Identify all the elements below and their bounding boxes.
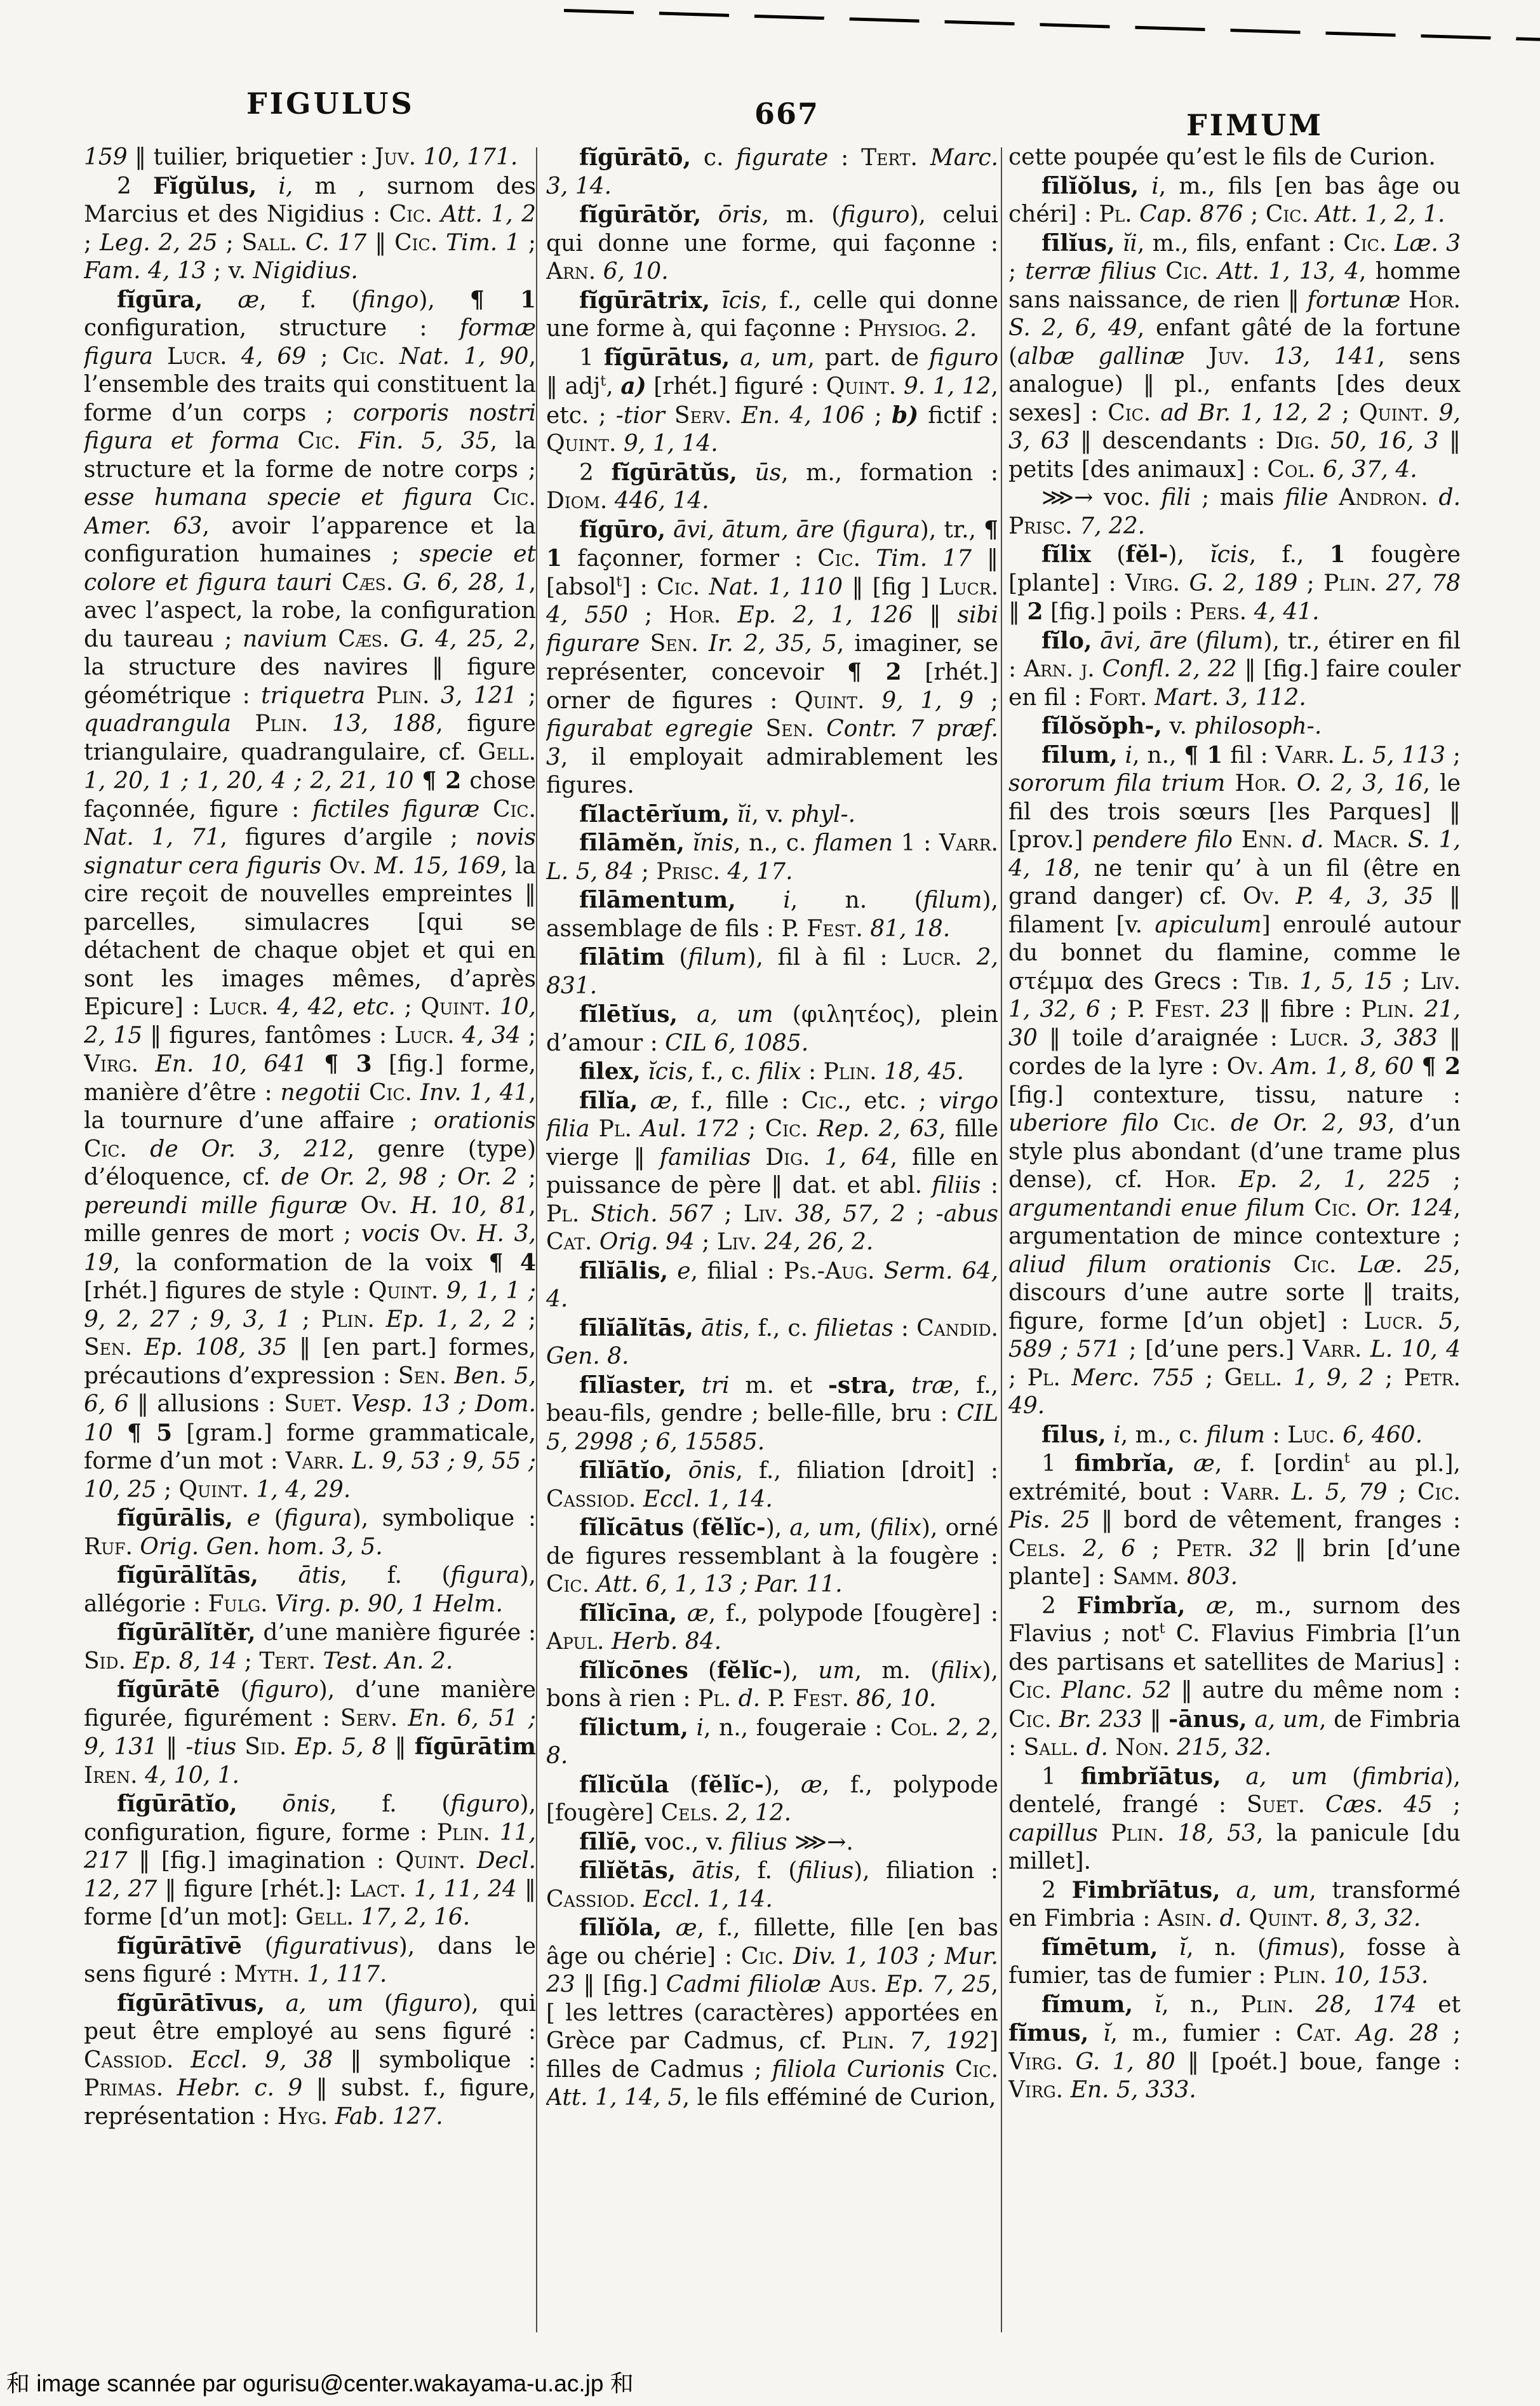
- entry-paragraph: fĭlĭcīna, æ, f., polypode [fougère] : Apul. Herb. 84.: [546, 1599, 998, 1655]
- entry-paragraph: fīlĭus, ĭi, m., fils, enfant : Cic. Læ. 3 ; terræ filius Cic. Att. 1, 13, 4, homme sans naissance, de rien ‖ fortunæ Hor. S. 2, 6, 49, enfant gâté de la fortune (albæ gallinæ Juv. 13, 141, sens analogue) ‖ pl., enfants [des deux sexes] : Cic. ad Br. 1, 12, 2 ; Quint. 9, 3, 63 ‖ descendants : Dig. 50, 16, 3 ‖ petits [des animaux] : Col. 6, 37, 4.: [1008, 229, 1461, 483]
- entry-paragraph: fĭlĭcōnes (fĕlĭc-), um, m. (filix), bons à rien : Pl. d. P. Fest. 86, 10.: [546, 1657, 998, 1712]
- dictionary-column-2: [546, 144, 998, 2336]
- entry-paragraph: fīlĭĕtās, ātis, f. (filius), filiation : Cassiod. Eccl. 1, 14.: [546, 1857, 998, 1912]
- entry-paragraph: fĭlictum, i, n., fougeraie : Col. 2, 2, 8.: [546, 1714, 998, 1769]
- entry-paragraph: fĭgūra, æ, f. (fingo), ¶ 1 configuration, structure : formæ figura Lucr. 4, 69 ; Cic. Nat. 1, 90, l’ensemble des traits qui constituent la forme d’un corps ; corporis nostri figura et forma Cic. Fin. 5, 35, la structure et la forme de notre corps ; esse humana specie et figura Cic. Amer. 63, avoir l’apparence et la configuration humaines ; specie et colore et figura tauri Cæs. G. 6, 28, 1, avec l’aspect, la robe, la configuration du taureau ; navium Cæs. G. 4, 25, 2, la structure des navires ‖ figure géométrique : triquetra Plin. 3, 121 ; quadrangula Plin. 13, 188, figure triangulaire, quadrangulaire, cf. Gell. 1, 20, 1 ; 1, 20, 4 ; 2, 21, 10 ¶ 2 chose façonnée, figure : fictiles figuræ Cic. Nat. 1, 71, figures d’argile ; novis signatur cera figuris Ov. M. 15, 169, la cire reçoit de nouvelles empreintes ‖ parcelles, simulacres [qui se détachent de chaque objet et qui en sont les images mêmes, d’après Epicure] : Lucr. 4, 42, etc. ; Quint. 10, 2, 15 ‖ figures, fantômes : Lucr. 4, 34 ; Virg. En. 10, 641 ¶ 3 [fig.] forme, manière d’être : negotii Cic. Inv. 1, 41, la tournure d’une affaire ; orationis Cic. de Or. 3, 212, genre (type) d’éloquence, cf. de Or. 2, 98 ; Or. 2 ; pereundi mille figuræ Ov. H. 10, 81, mille genres de mort ; vocis Ov. H. 3, 19, la conformation de la voix ¶ 4 [rhét.] figures de style : Quint. 9, 1, 1 ; 9, 2, 27 ; 9, 3, 1 ; Plin. Ep. 1, 2, 2 ; Sen. Ep. 108, 35 ‖ [en part.] formes, précautions d’expression : Sen. Ben. 5, 6, 6 ‖ allusions : Suet. Vesp. 13 ; Dom. 10 ¶ 5 [gram.] forme grammaticale, forme d’un mot : Varr. L. 9, 53 ; 9, 55 ; 10, 25 ; Quint. 1, 4, 29.: [84, 286, 536, 1503]
- entry-paragraph: fīlāmentum, i, n. (filum), assemblage de fils : P. Fest. 81, 18.: [546, 887, 998, 942]
- scan-credit-line: 和 image scannée par ogurisu@center.wakayama-u.ac.jp 和: [6, 2370, 634, 2396]
- entry-paragraph: fĭgūrātē (figuro), d’une manière figurée, figurément : Serv. En. 6, 51 ; 9, 131 ‖ -tius Sid. Ep. 5, 8 ‖ fĭgūrātim Iren. 4, 10, 1.: [84, 1676, 536, 1789]
- entry-paragraph: fīlātim (filum), fil à fil : Lucr. 2, 831.: [546, 944, 998, 999]
- entry-paragraph: fīlĭālĭtās, ātis, f., c. filietas : Candid. Gen. 8.: [546, 1314, 998, 1369]
- entry-paragraph: 159 ‖ tuilier, briquetier : Juv. 10, 171.: [84, 144, 518, 170]
- entry-paragraph: fĭlĭcātus (fĕlĭc-), a, um, (filix), orné de figures ressemblant à la fougère : Cic. Att. 6, 1, 13 ; Par. 11.: [546, 1514, 998, 1597]
- entry-paragraph: fĭmum, ĭ, n., Plin. 28, 174 et fĭmus, ĭ, m., fumier : Cat. Ag. 28 ; Virg. G. 1, 80 ‖ [poét.] boue, fange : Virg. En. 5, 333.: [1008, 1991, 1461, 2103]
- entry-paragraph: fĭlo, āvi, āre (filum), tr., étirer en fil : Arn. j. Confl. 2, 22 ‖ [fig.] faire couler en fil : Fort. Mart. 3, 112.: [1008, 627, 1461, 711]
- entry-paragraph: fĭgūrālĭtās, ātis, f. (figura), allégorie : Fulg. Virg. p. 90, 1 Helm.: [84, 1562, 536, 1617]
- entry-paragraph: fĭlētĭus, a, um (φιλητέος), plein d’amour : CIL 6, 1085.: [546, 1001, 998, 1056]
- scan-artifact-line: [564, 9, 1540, 42]
- entry-paragraph: fĭgūrātō, c. figurate : Tert. Marc. 3, 14.: [546, 144, 998, 199]
- entry-paragraph: fīlum, i, n., ¶ 1 fil : Varr. L. 5, 113 ; sororum fila trium Hor. O. 2, 3, 16, le fil des trois sœurs [les Parques] ‖ [prov.] pendere filo Enn. d. Macr. S. 1, 4, 18, ne tenir qu’ à un fil (être en grand danger) cf. Ov. P. 4, 3, 35 ‖ filament [v. apiculum] enroulé autour du bonnet du flamine, comme le στέμμα des Grecs : Tib. 1, 5, 15 ; Liv. 1, 32, 6 ; P. Fest. 23 ‖ fibre : Plin. 21, 30 ‖ toile d’araignée : Lucr. 3, 383 ‖ cordes de la lyre : Ov. Am. 1, 8, 60 ¶ 2 [fig.] contexture, tissu, nature : uberiore filo Cic. de Or. 2, 93, d’un style plus abondant (d’une trame plus dense), cf. Hor. Ep. 2, 1, 225 ; argumentandi enue filum Cic. Or. 124, argumentation de mince contexture ; aliud filum orationis Cic. Læ. 25, discours d’une autre sorte ‖ traits, figure, forme [d’un objet] : Lucr. 5, 589 ; 571 ; [d’une pers.] Varr. L. 10, 4 ; Pl. Merc. 755 ; Gell. 1, 9, 2 ; Petr. 49.: [1008, 741, 1461, 1419]
- entry-paragraph: fīlĭa, æ, f., fille : Cic., etc. ; virgo filia Pl. Aul. 172 ; Cic. Rep. 2, 63, fille vierge ‖ familias Dig. 1, 64, fille en puissance de père ‖ dat. et abl. filiis : Pl. Stich. 567 ; Liv. 38, 57, 2 ; -abus Cat. Orig. 94 ; Liv. 24, 26, 2.: [546, 1087, 998, 1255]
- entry-paragraph: fĭgūrātĭo, ōnis, f. (figuro), configuration, figure, forme : Plin. 11, 217 ‖ [fig.] imagination : Quint. Decl. 12, 27 ‖ figure [rhét.]: Lact. 1, 11, 24 ‖ forme [d’un mot]: Gell. 17, 2, 16.: [84, 1791, 536, 1930]
- entry-paragraph: fīlĭātĭo, ōnis, f., filiation [droit] : Cassiod. Eccl. 1, 14.: [546, 1457, 998, 1512]
- entry-paragraph: fĭgūrālis, e (figura), symbolique : Ruf. Orig. Gen. hom. 3, 5.: [84, 1505, 536, 1560]
- entry-paragraph: fīlĭŏlus, i, m., fils [en bas âge ou chéri] : Pl. Cap. 876 ; Cic. Att. 1, 2, 1.: [1008, 172, 1461, 227]
- running-head-right: FIMUM: [1186, 108, 1324, 142]
- entry-paragraph: cette poupée qu’est le fils de Curion.: [1008, 144, 1436, 170]
- entry-paragraph: 1 fimbrĭa, æ, f. [ordin$^t$ au pl.], extrémité, bout : Varr. L. 5, 79 ; Cic. Pis. 25 ‖ bord de vêtement, franges : Cels. 2, 6 ; Petr. 32 ‖ brin [d’une plante] : Samm. 803.: [1008, 1450, 1461, 1590]
- dictionary-column-3: [1008, 144, 1461, 2336]
- column-divider-right: [1001, 147, 1002, 2332]
- entry-paragraph: fīlĭaster, tri m. et -stra, træ, f., beau-fils, gendre ; belle-fille, bru : CIL 5, 2998 ; 6, 15585.: [546, 1371, 998, 1455]
- entry-paragraph: filex, ĭcis, f., c. filix : Plin. 18, 45.: [579, 1058, 964, 1085]
- entry-paragraph: fĭgūrātīvē (figurativus), dans le sens figuré : Myth. 1, 117.: [84, 1932, 536, 1987]
- dictionary-column-1: [84, 144, 536, 2336]
- entry-paragraph: fīlus, i, m., c. filum : Luc. 6, 460.: [1041, 1421, 1423, 1448]
- entry-paragraph: fĭgūro, āvi, ātum, āre (figura), tr., ¶ 1 façonner, former : Cic. Tim. 17 ‖ [absol$^t$] : Cic. Nat. 1, 110 ‖ [fig ] Lucr. 4, 550 ; Hor. Ep. 2, 1, 126 ‖ sibi figurare Sen. Ir. 2, 35, 5, imaginer, se représenter, concevoir ¶ 2 [rhét.] orner de figures : Quint. 9, 1, 9 ; figurabat egregie Sen. Contr. 7 præf. 3, il employait admirablement les figures.: [546, 516, 998, 798]
- entry-paragraph: fĭlĭcŭla (fĕlĭc-), æ, f., polypode [fougère] Cels. 2, 12.: [546, 1771, 998, 1826]
- entry-paragraph: fĭmētum, ĭ, n. (fimus), fosse à fumier, tas de fumier : Plin. 10, 153.: [1008, 1933, 1461, 1989]
- entry-paragraph: 2 Fĭgŭlus, i, m , surnom des Marcius et des Nigidius : Cic. Att. 1, 2 ; Leg. 2, 25 ; Sall. C. 17 ‖ Cic. Tim. 1 ; Fam. 4, 13 ; v. Nigidius.: [84, 172, 536, 284]
- entry-paragraph: fĭgūrātrix, īcis, f., celle qui donne une forme à, qui façonne : Physiog. 2.: [546, 286, 998, 342]
- running-head-left: FIGULUS: [246, 86, 415, 121]
- entry-paragraph: fīlĭŏla, æ, f., fillette, fille [en bas âge ou chérie] : Cic. Div. 1, 103 ; Mur. 23 ‖ [fig.] Cadmi filiolæ Aus. Ep. 7, 25, [ les lettres (caractères) apportées en Grèce par Cadmus, cf. Plin. 7, 192] filles de Cadmus ; filiola Curionis Cic. Att. 1, 14, 5, le fils efféminé de Curion,: [546, 1914, 998, 2111]
- entry-paragraph: 1 fimbrĭātus, a, um (fimbria), dentelé, frangé : Suet. Cæs. 45 ; capillus Plin. 18, 53, la panicule [du millet].: [1008, 1763, 1461, 1874]
- entry-paragraph: fīlāmĕn, ĭnis, n., c. flamen 1 : Varr. L. 5, 84 ; Prisc. 4, 17.: [546, 830, 998, 885]
- entry-paragraph: fīlĭālis, e, filial : Ps.-Aug. Serm. 64, 4.: [546, 1257, 998, 1312]
- entry-paragraph: 2 Fimbrĭa, æ, m., surnom des Flavius ; not$^t$ C. Flavius Fimbria [l’un des partisans et satellites de Marius] : Cic. Planc. 52 ‖ autre du même nom : Cic. Br. 233 ‖ -ānus, a, um, de Fimbria : Sall. d. Non. 215, 32.: [1008, 1592, 1461, 1761]
- entry-paragraph: 2 fĭgūrātŭs, ūs, m., formation : Diom. 446, 14.: [546, 459, 998, 514]
- entry-paragraph: fīlĭē, voc., v. filius ⋙→.: [579, 1828, 854, 1855]
- entry-paragraph: 1 fĭgūrātus, a, um, part. de figuro ‖ adj$^t$, a) [rhét.] figuré : Quint. 9. 1, 12, etc. ; -tior Serv. En. 4, 106 ; b) fictif : Quint. 9, 1, 14.: [546, 344, 998, 457]
- page-number: 667: [754, 97, 820, 131]
- entry-paragraph: fĭlix (fĕl-), ĭcis, f., 1 fougère [plante] : Virg. G. 2, 189 ; Plin. 27, 78 ‖ 2 [fig.] poils : Pers. 4, 41.: [1008, 541, 1461, 625]
- entry-paragraph: fĭlŏsŏph-, v. philosoph-.: [1041, 713, 1322, 739]
- entry-paragraph: ⋙→ voc. fili ; mais filie Andron. d. Prisc. 7, 22.: [1008, 485, 1461, 539]
- entry-paragraph: 2 Fimbrĭātus, a, um, transformé en Fimbria : Asin. d. Quint. 8, 3, 32.: [1008, 1876, 1461, 1932]
- entry-paragraph: fĭgūrātŏr, ōris, m. (figuro), celui qui donne une forme, qui façonne : Arn. 6, 10.: [546, 201, 998, 285]
- entry-paragraph: fĭlactērĭum, ĭi, v. phyl-.: [579, 800, 856, 828]
- entry-paragraph: fĭgūrātīvus, a, um (figuro), qui peut être employé au sens figuré : Cassiod. Eccl. 9, 38 ‖ symbolique : Primas. Hebr. c. 9 ‖ subst. f., figure, représentation : Hyg. Fab. 127.: [84, 1989, 536, 2130]
- entry-paragraph: fĭgūrālĭtĕr, d’une manière figurée : Sid. Ep. 8, 14 ; Tert. Test. An. 2.: [84, 1619, 536, 1674]
- column-divider-left: [536, 147, 537, 2332]
